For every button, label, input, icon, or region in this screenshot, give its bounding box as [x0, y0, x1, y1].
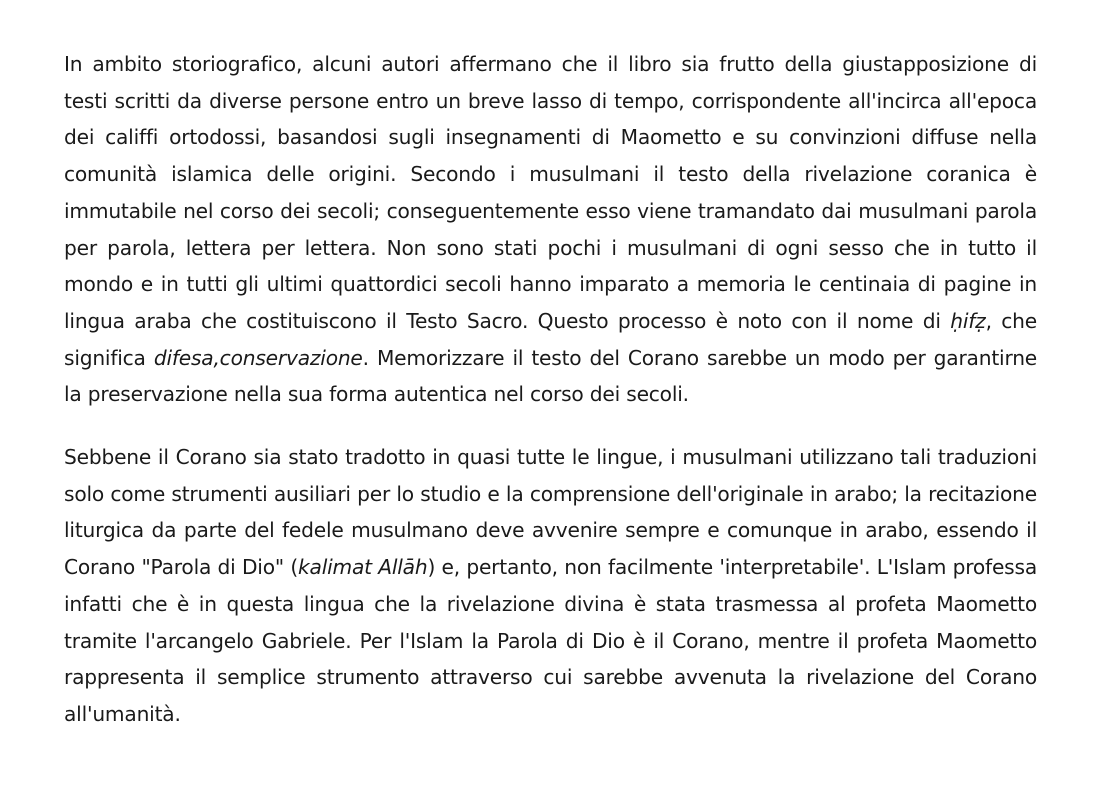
paragraph-text: . Memorizzare il testo del Corano sarebbe un modo per garantirne la preservazione nella sua forma autentica nel corso dei secoli. — [64, 345, 1038, 407]
paragraph-text: , che significa — [64, 308, 1037, 370]
italic-term-hifz: ḥifẓ — [950, 308, 986, 333]
italic-term-kalimat-allah: kalimat Allāh — [298, 555, 428, 580]
paragraph-text: In ambito storiografico, alcuni autori affermano che il libro sia frutto della giustapposizione di testi scritti da diverse persone entro un breve lasso di tempo, corrispondente all'incirca all'epoca dei califfi ortodossi, basandosi sugli insegnamenti di Maometto e su convinzioni diffuse nella comunità islamica delle origini. Secondo i musulmani il testo della rivelazione coranica è immutabile nel corso dei secoli; conseguentemente esso viene tramandato dai musulmani parola per parola, lettera per lettera. Non sono stati pochi i musulmani di ogni sesso che in tutto il mondo e in tutti gli ultimi quattordici secoli hanno imparato a memoria le centinaia di pagine in lingua araba che costituiscono il Testo Sacro. Questo processo è noto con il nome di — [64, 52, 1037, 333]
paragraph-hifz — [64, 46, 1037, 413]
document-page — [64, 46, 1037, 733]
paragraph-text: ) e, pertanto, non facilmente 'interpretabile'. L'Islam professa infatti che è in questa lingua che la rivelazione divina è stata trasmessa al profeta Maometto tramite l'arcangelo Gabriele. Per l'Islam la Parola di Dio è il Corano, mentre il profeta Maometto rappresenta il semplice strumento attraverso cui sarebbe avvenuta la rivelazione del Corano all'umanità. — [64, 555, 1037, 726]
paragraph-text: Sebbene il Corano sia stato tradotto in quasi tutte le lingue, i musulmani utilizzano tali traduzioni solo come strumenti ausiliari per lo studio e la comprensione dell'originale in arabo; la recitazione liturgica da parte del fedele musulmano deve avvenire sempre e comunque in arabo, essendo il Corano "Parola di Dio" ( — [64, 445, 1037, 580]
italic-term-definition: difesa,conservazione — [153, 345, 363, 370]
paragraph-translation — [64, 439, 1037, 733]
